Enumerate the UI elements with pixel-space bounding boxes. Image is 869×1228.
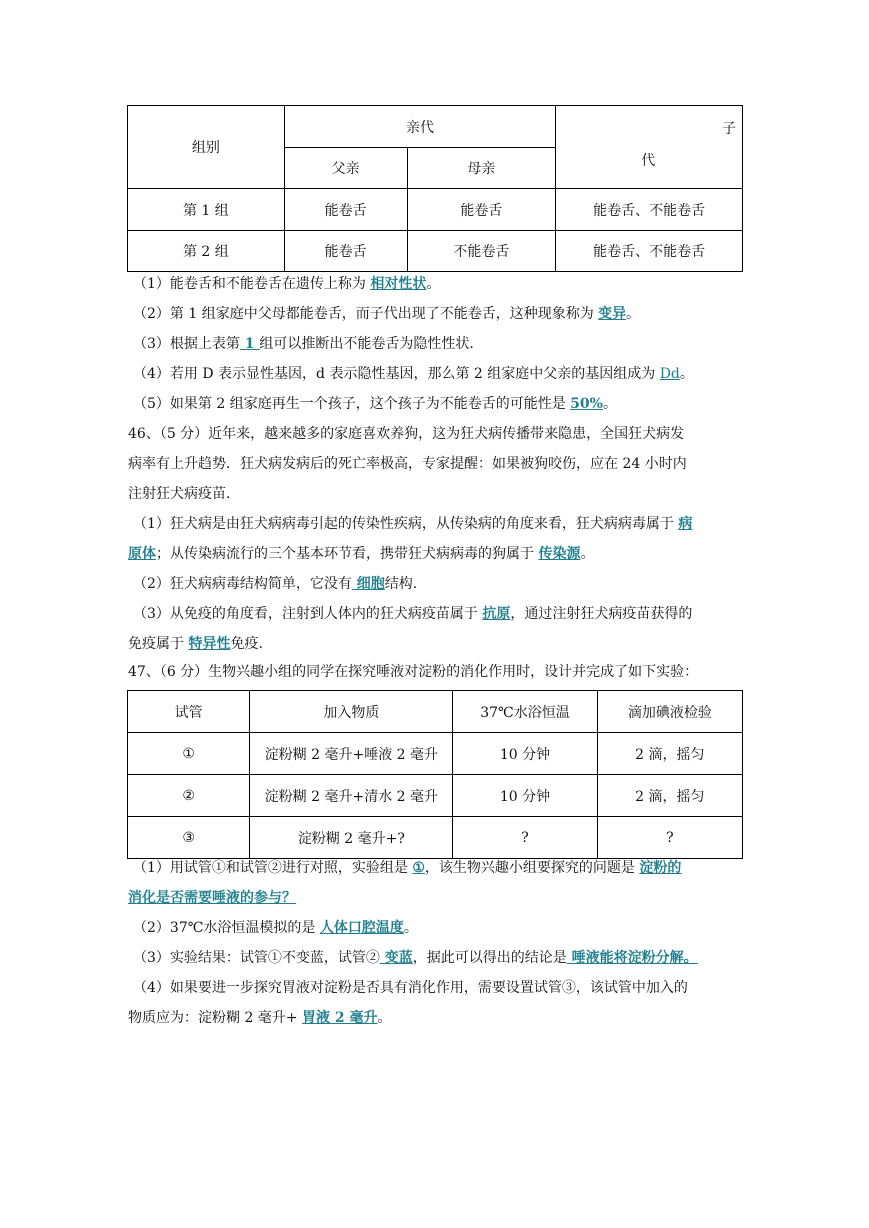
q46-line-2: （2）狂犬病病毒结构简单，它没有 细胞结构. [133, 576, 418, 592]
table-row: ② 淀粉糊 2 毫升+清水 2 毫升 10 分钟 2 滴，摇匀 [128, 775, 743, 817]
q45-line-5: （5）如果第 2 组家庭再生一个孩子，这个孩子为不能卷舌的可能性是 50%。 [133, 396, 617, 412]
header-group: 组别 [128, 106, 285, 189]
table-row: 第 1 组 能卷舌 能卷舌 能卷舌、不能卷舌 [128, 189, 743, 231]
header-iodine: 滴加碘液检验 [597, 691, 742, 733]
table-row: ③ 淀粉糊 2 毫升+? ? ? [128, 817, 743, 859]
q46-line-1: （1）狂犬病是由狂犬病病毒引起的传染性疾病，从传染病的角度来看，狂犬病病毒属于 病 [133, 516, 693, 532]
q46-intro-2: 病率有上升趋势．狂犬病发病后的死亡率极高，专家提醒：如果被狗咬伤，应在 24 小时内 [128, 456, 687, 472]
header-tube: 试管 [128, 691, 250, 733]
header-child: 子 代 [556, 106, 743, 189]
q45-line-3: （3）根据上表第 1 组可以推断出不能卷舌为隐性性状. [133, 336, 474, 352]
q47-line-2: （2）37℃水浴恒温模拟的是 人体口腔温度。 [133, 920, 418, 936]
q46-intro-3: 注射狂犬病疫苗. [128, 486, 231, 502]
q47-line-1b: 消化是否需要唾液的参与？ [128, 890, 296, 906]
q45-line-1: （1）能卷舌和不能卷舌在遗传上称为 相对性状。 [133, 276, 441, 292]
header-bath: 37℃水浴恒温 [453, 691, 597, 733]
experiment-table [127, 690, 743, 859]
q47-line-4b: 物质应为：淀粉糊 2 毫升+ 胃液 2 毫升。 [128, 1010, 392, 1026]
table-row: ① 淀粉糊 2 毫升+唾液 2 毫升 10 分钟 2 滴，摇匀 [128, 733, 743, 775]
header-father: 父亲 [284, 148, 407, 189]
q46-line-1b: 原体；从传染病流行的三个基本环节看，携带狂犬病病毒的狗属于 传染源。 [128, 546, 595, 562]
genetics-table [127, 105, 743, 272]
table-row: 第 2 组 能卷舌 不能卷舌 能卷舌、不能卷舌 [128, 231, 743, 272]
q46-line-3b: 免疫属于 特异性免疫. [128, 636, 263, 652]
header-parent: 亲代 [284, 106, 556, 148]
header-substance: 加入物质 [250, 691, 453, 733]
header-mother: 母亲 [407, 148, 556, 189]
q45-line-2: （2）第 1 组家庭中父母都能卷舌，而子代出现了不能卷舌，这种现象称为 变异。 [133, 306, 641, 322]
q46-intro-1: 46、（5 分）近年来，越来越多的家庭喜欢养狗，这为狂犬病传播带来隐患，全国狂犬病发 [128, 426, 685, 442]
q45-line-4: （4）若用 D 表示显性基因，d 表示隐性基因，那么第 2 组家庭中父亲的基因组成为 Dd。 [133, 366, 694, 382]
q47-line-3: （3）实验结果：试管①不变蓝，试管② 变蓝，据此可以得出的结论是 唾液能将淀粉分解。 [133, 950, 698, 966]
q47-intro: 47、（6 分）生物兴趣小组的同学在探究唾液对淀粉的消化作用时，设计并完成了如下实验： [128, 664, 699, 680]
q47-line-1: （1）用试管①和试管②进行对照，实验组是 ①，该生物兴趣小组要探究的问题是 淀粉的 [133, 860, 682, 876]
q46-line-3: （3）从免疫的角度看，注射到人体内的狂犬病疫苗属于 抗原，通过注射狂犬病疫苗获得的 [133, 606, 693, 622]
q47-line-4: （4）如果要进一步探究胃液对淀粉是否具有消化作用，需要设置试管③，该试管中加入的 [133, 980, 688, 996]
